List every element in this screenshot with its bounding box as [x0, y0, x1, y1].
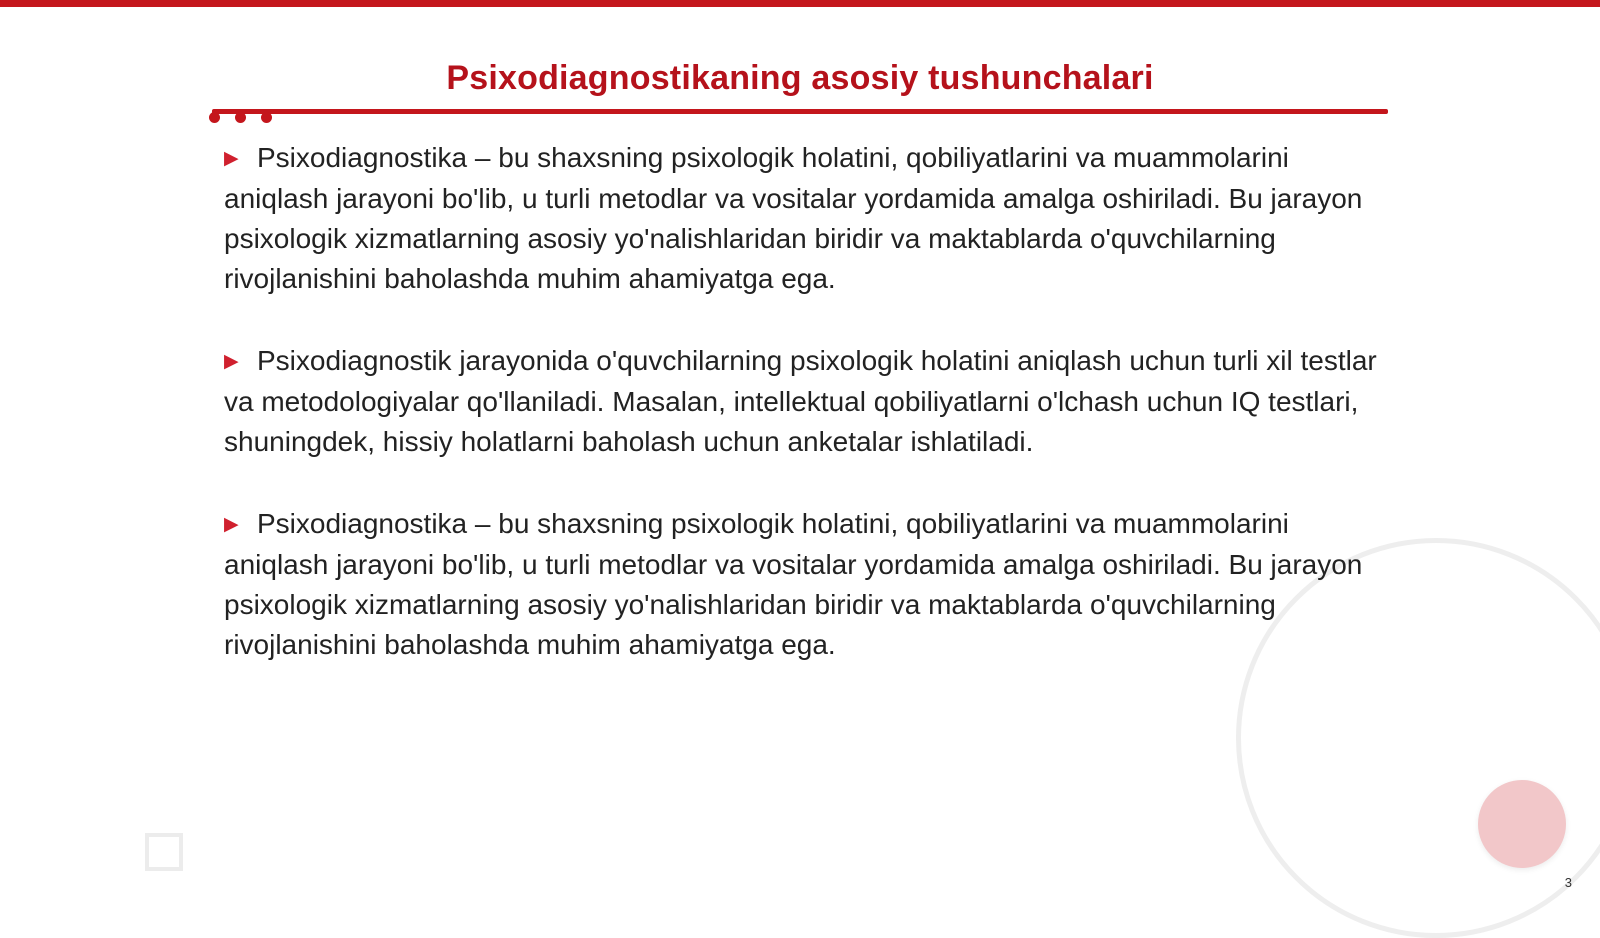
list-item	[224, 341, 1384, 462]
triangle-right-icon: ▶	[224, 351, 239, 372]
bullet-list	[224, 138, 1384, 707]
bullet-text: Psixodiagnostik jarayonida o'quvchilarning psixologik holatini aniqlash uchun turli xil testlar va metodologiyalar qo'llaniladi. Masalan, intellektual qobiliyatlarni o'lchash uchun IQ testlari, shuningdek, hissiy holatlarni baholash uchun anketalar ishlatiladi.	[224, 345, 1377, 457]
underline-dot	[209, 112, 220, 123]
list-item	[224, 138, 1384, 299]
top-accent-bar	[0, 0, 1600, 7]
page-title: Psixodiagnostikaning asosiy tushunchalari	[446, 59, 1154, 97]
decorative-square	[145, 833, 183, 871]
title-underline	[212, 109, 1388, 114]
underline-dot	[261, 112, 272, 123]
triangle-right-icon: ▶	[224, 514, 239, 535]
underline-dot	[235, 112, 246, 123]
bullet-text: Psixodiagnostika – bu shaxsning psixologik holatini, qobiliyatlarini va muammolarini aniqlash jarayoni bo'lib, u turli metodlar va vositalar yordamida amalga oshiriladi. Bu jarayon psixologik xizmatlarning asosiy yo'nalishlaridan biridir va maktablarda o'quvchilarning rivojlanishini baholashda muhim ahamiyatga ega.	[224, 508, 1363, 660]
page-number: 3	[1564, 875, 1572, 890]
bullet-text: Psixodiagnostika – bu shaxsning psixologik holatini, qobiliyatlarini va muammolarini aniqlash jarayoni bo'lib, u turli metodlar va vositalar yordamida amalga oshiriladi. Bu jarayon psixologik xizmatlarning asosiy yo'nalishlaridan biridir va maktablarda o'quvchilarning rivojlanishini baholashda muhim ahamiyatga ega.	[224, 142, 1363, 294]
triangle-right-icon: ▶	[224, 148, 239, 169]
decorative-dot	[1478, 780, 1566, 868]
list-item	[224, 504, 1384, 665]
